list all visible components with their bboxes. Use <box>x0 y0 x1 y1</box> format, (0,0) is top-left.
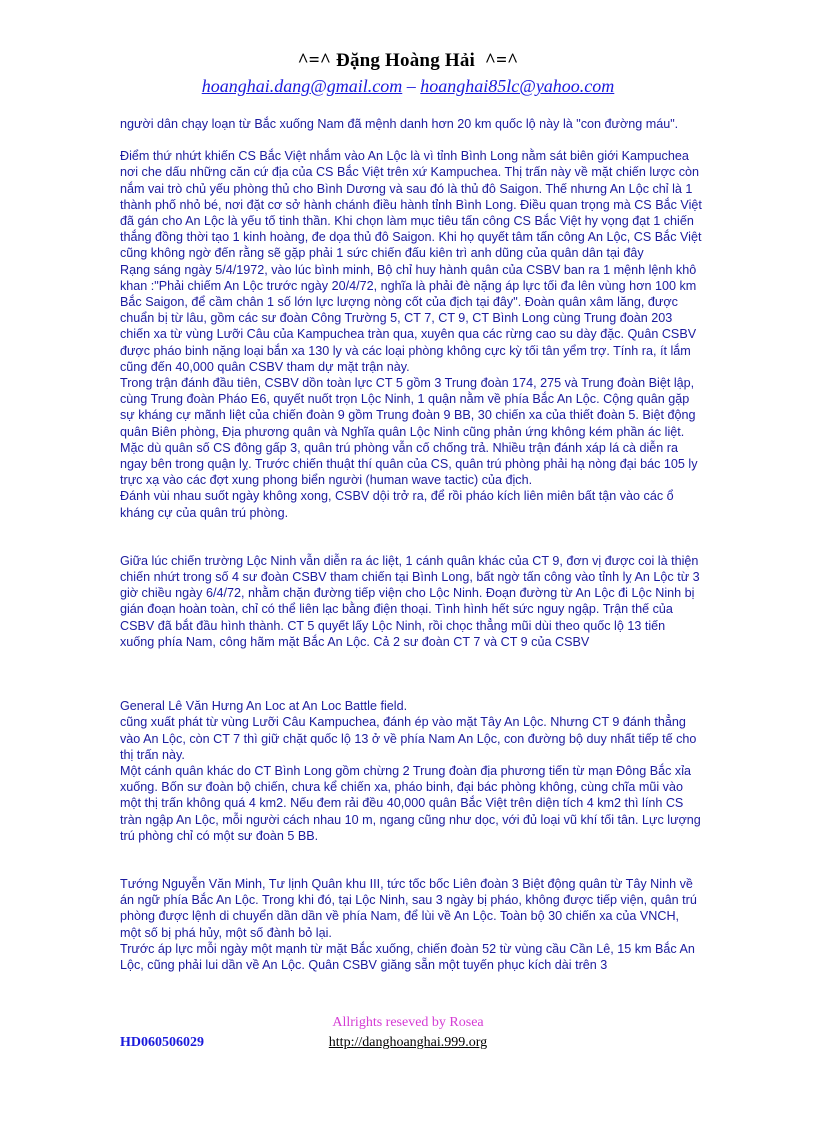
website-link[interactable]: http://danghoanghai.999.org <box>328 1035 488 1050</box>
paragraph: cũng xuất phát từ vùng Lưỡi Câu Kampuchea, đánh ép vào mặt Tây An Lộc. Nhưng CT 9 đánh thẳng vào An Lộc, còn CT 7 thì giữ chặt quốc lộ 13 ở về phía Nam An Lộc, con đường bộ duy nhất tiếp tế cho thị trấn này. <box>120 715 697 762</box>
paragraph: Tướng Nguyễn Văn Minh, Tư lịnh Quân khu III, tức tốc bốc Liên đoàn 3 Biệt động quân từ Tây Ninh về án ngữ phía Bắc An Lộc. Trong khi đó, tại Lộc Ninh, sau 3 ngày bị pháo, không được tiếp viện, quân trú phòng được lệnh di chuyển dần dần về phía Nam, để lùi về An Lộc. Toàn bộ 30 chiến xa của VNCH, một số bị phá hủy, một số đành bỏ lại. <box>120 876 697 940</box>
paragraph: người dân chạy loạn từ Bắc xuống Nam đã mệnh danh hơn 20 km quốc lộ này là "con đường máu". <box>120 117 679 131</box>
paragraph-gap <box>120 132 702 148</box>
paragraph: Giữa lúc chiến trường Lộc Ninh vẫn diễn ra ác liệt, 1 cánh quân khác của CT 9, đơn vị được coi là thiện chiến nhứt trong số 4 sư đoàn CSBV tham chiến tại Bình Long, bất ngờ tấn công vào tỉnh lỵ An Lộc từ 3 giờ chiều ngày 6/4/72, nhằm chặn đường tiếp viện cho Lộc Ninh. Đoạn đường từ An Lộc đi Lộc Ninh bị gián đoạn hoàn toàn, chỉ có thể liên lạc bằng điện thoại. Tình hình hết sức nguy ngập. Trận thế của CSBV đã bắt đầu hình thành. CT 5 quyết lấy Lộc Ninh, rồi chọc thẳng mũi dùi theo quốc lộ 13 tiến xuống phía Nam, công hãm mặt Bắc An Lộc. Cả 2 sư đoàn CT 7 và CT 9 của CSBV <box>120 553 700 649</box>
footer-url-wrapper <box>0 1035 816 1051</box>
paragraph-gap <box>120 521 702 537</box>
article-body <box>120 116 702 973</box>
document-code: HD060506029 <box>120 1035 204 1050</box>
paragraph: Trong trận đánh đầu tiên, CSBV dồn toàn lực CT 5 gồm 3 Trung đoàn 174, 275 và Trung đoàn Biệt lập, cùng Trung đoàn Pháo E6, quyết nuốt trọn Lộc Ninh, 1 quận nằm về phía Bắc An Lộc. Cộng quân gặp sự kháng cự mãnh liệt của chiến đoàn 9 gồm Trung đoàn 9 BB, 30 chiến xa của thiết đoàn 5. Biệt động quân Biên phòng, Địa phương quân và Nghĩa quân Lộc Ninh cũng phản ứng không kém phần ác liệt. Mặc dù quân số CS đông gấp 3, quân trú phòng vẫn cố chống trả. Nhiều trận đánh xáp lá cà diễn ra ngay bên trong quận lỵ. Trước chiến thuật thí quân của CS, quân trú phòng phải hạ nòng đại bác 105 ly trực xạ vào các đợt xung phong biển người (human wave tactic) của địch. <box>120 376 698 488</box>
author-emails <box>0 76 816 97</box>
paragraph: Điểm thứ nhứt khiến CS Bắc Việt nhắm vào An Lộc là vì tỉnh Bình Long nằm sát biên giới Kampuchea nơi che dấu những căn cứ địa của CS Bắc Việt trên xứ Kampuchea. Thị trấn này về mặt chiến lược còn nắm vai trò chủ yếu phòng thủ cho Bình Dương và sau đó là thủ đô Saigon. Thế nhưng An Lộc chỉ là 1 thành phố nhỏ bé, nơi đặt cơ sở hành chánh điều hành tỉnh Bình Long. Điều quan trọng mà CS Bắc Việt đã gán cho An Lộc là yếu tố tinh thần. Khi chọn làm mục tiêu tấn công CS Bắc Việt hy vọng đạt 1 chiến thắng đồng thời tạo 1 kinh hoàng, đe dọa thủ đô Saigon. Khi họ quyết tâm tấn công An Lộc, CS Bắc Việt cũng không ngờ đến rằng sẽ gặp phải 1 sức chiến đấu kiên trì anh dũng của quân dân tại đây <box>120 149 702 261</box>
paragraph-gap <box>120 650 702 666</box>
paragraph: Đánh vùi nhau suốt ngày không xong, CSBV dội trở ra, để rồi pháo kích liên miên bất tận vào các ổ kháng cự của quân trú phòng. <box>120 489 674 520</box>
paragraph-gap <box>120 844 702 860</box>
page-header <box>0 50 816 97</box>
paragraph: Trước áp lực mỗi ngày một mạnh từ mặt Bắc xuống, chiến đoàn 52 từ vùng cầu Cần Lê, 15 km Bắc An Lộc, cũng phải lui dần về An Lộc. Quân CSBV giăng sẵn một tuyến phục kích dài trên 3 <box>120 941 695 972</box>
paragraph-gap <box>120 666 702 682</box>
paragraph: Rạng sáng ngày 5/4/1972, vào lúc bình minh, Bộ chỉ huy hành quân của CSBV ban ra 1 mệnh lệnh khô khan :"Phải chiếm An Lộc trước ngày 20/4/72, nghĩa là phải đè nặng áp lực tối đa lên vùng hơn 100 km Bắc Saigon, để cầm chân 1 số lớn lực lượng nòng cốt của địch tại đây". Đoàn quân xâm lăng, được chuẩn bị từ lâu, gồm các sư đoàn Công Trường 5, CT 7, CT 9, CT Bình Long cùng Trung đoàn 203 chiến xa từ vùng Lưỡi Câu của Kampuchea tràn qua, xuyên qua các rừng cao su dày đặc. Quân CSBV được pháo binh nặng loại bắn xa 130 ly và các loại phòng không cực kỳ tối tân yểm trợ. Tính ra, ít lắm cũng đến 40,000 quân CSBV tham dự mặt trận này. <box>120 262 697 374</box>
paragraph: Một cánh quân khác do CT Bình Long gồm chừng 2 Trung đoàn địa phương tiến từ mạn Đông Bắc xỉa xuống. Bốn sư đoàn bộ chiến, chưa kể chiến xa, pháo binh, đại bác phòng không, cùng chĩa mũi vào một thị trấn không quá 4 km2. Nếu đem rải đều 40,000 quân Bắc Việt trên diện tích 4 km2 thì lính CS tràn ngập An Lộc, mỗi người cách nhau 10 m, ngang cũng như dọc, với đủ loại vũ khí tối tân. Lực lượng trú phòng chỉ có một sư đoàn 5 BB. <box>120 763 701 843</box>
image-caption: General Lê Văn Hưng An Loc at An Loc Battle field. <box>120 699 408 714</box>
email-link-yahoo[interactable]: hoanghai85lc@yahoo.com <box>420 76 615 96</box>
email-link-gmail[interactable]: hoanghai.dang@gmail.com <box>201 76 403 96</box>
author-title: ^=^ Đặng Hoàng Hải ^=^ <box>297 50 519 71</box>
paragraph-gap <box>120 537 702 553</box>
paragraph-gap <box>120 682 702 698</box>
email-separator: – <box>402 76 421 96</box>
paragraph-gap <box>120 860 702 876</box>
footer-credit: Allrights reseved by Rosea <box>332 1015 484 1030</box>
